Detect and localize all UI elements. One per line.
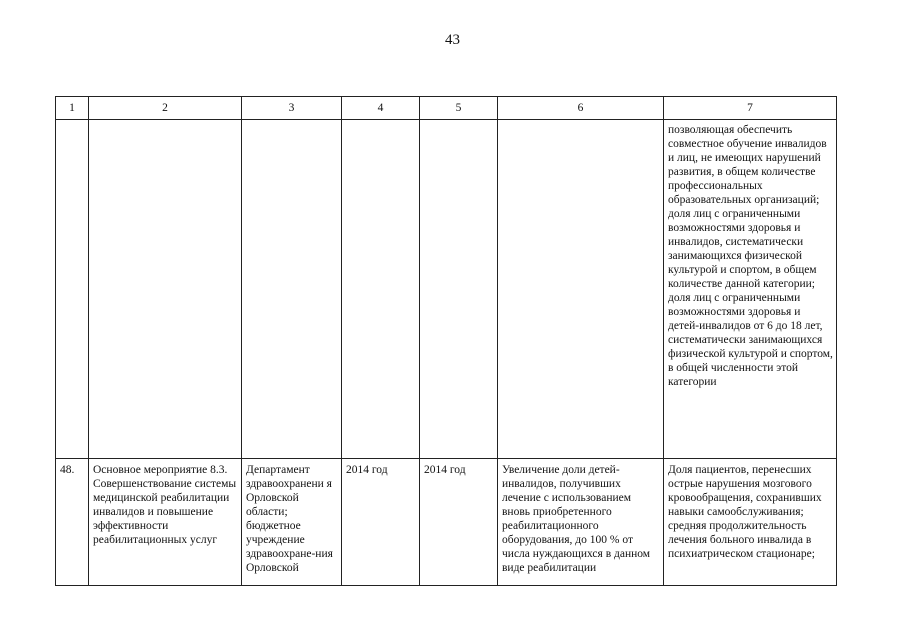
- page-number: 43: [445, 32, 460, 48]
- header-cell: 1: [56, 97, 89, 120]
- document-table: [55, 96, 837, 586]
- row-number-cell: 48.: [56, 459, 89, 586]
- table-cell: [56, 120, 89, 459]
- header-cell: 7: [664, 97, 837, 120]
- executor-cell: Департамент здравоохранени я Орловской области; бюджетное учреждение здравоохране-ния Орловской: [242, 459, 342, 586]
- header-cell: 4: [342, 97, 420, 120]
- start-year-cell: 2014 год: [342, 459, 420, 586]
- header-cell: 6: [498, 97, 664, 120]
- indicator-cell: позволяющая обеспечить совместное обучение инвалидов и лиц, не имеющих нарушений развития, в общем количестве профессиональных образовательных организаций; доля лиц с ограниченными возможностями здоровья и инвалидов, систематически занимающихся физической культурой и спортом, в общем количестве данной категории; доля лиц с ограниченными возможностями здоровья и детей-инвалидов от 6 до 18 лет, систематически занимающихся физической культурой и спортом, в общей численности этой категории: [664, 120, 837, 459]
- table-header-row: [56, 97, 837, 120]
- table-cell: [242, 120, 342, 459]
- table-cell: [342, 120, 420, 459]
- end-year-cell: 2014 год: [420, 459, 498, 586]
- header-cell: 2: [89, 97, 242, 120]
- table-cell: [498, 120, 664, 459]
- table-row: [56, 120, 837, 459]
- table-cell: [89, 120, 242, 459]
- indicator-cell: Доля пациентов, перенесших острые нарушения мозгового кровообращения, сохранивших навыки самообслуживания; средняя продолжительность лечения больного инвалида в психиатрическом стационаре;: [664, 459, 837, 586]
- header-cell: 3: [242, 97, 342, 120]
- header-cell: 5: [420, 97, 498, 120]
- table-row: [56, 459, 837, 586]
- table-cell: [420, 120, 498, 459]
- expected-result-cell: Увеличение доли детей-инвалидов, получивших лечение с использованием вновь приобретенного реабилитационного оборудования, до 100 % от числа нуждающихся в данном виде реабилитации: [498, 459, 664, 586]
- measure-cell: Основное мероприятие 8.3. Совершенствование системы медицинской реабилитации инвалидов и повышение эффективности реабилитационных услуг: [89, 459, 242, 586]
